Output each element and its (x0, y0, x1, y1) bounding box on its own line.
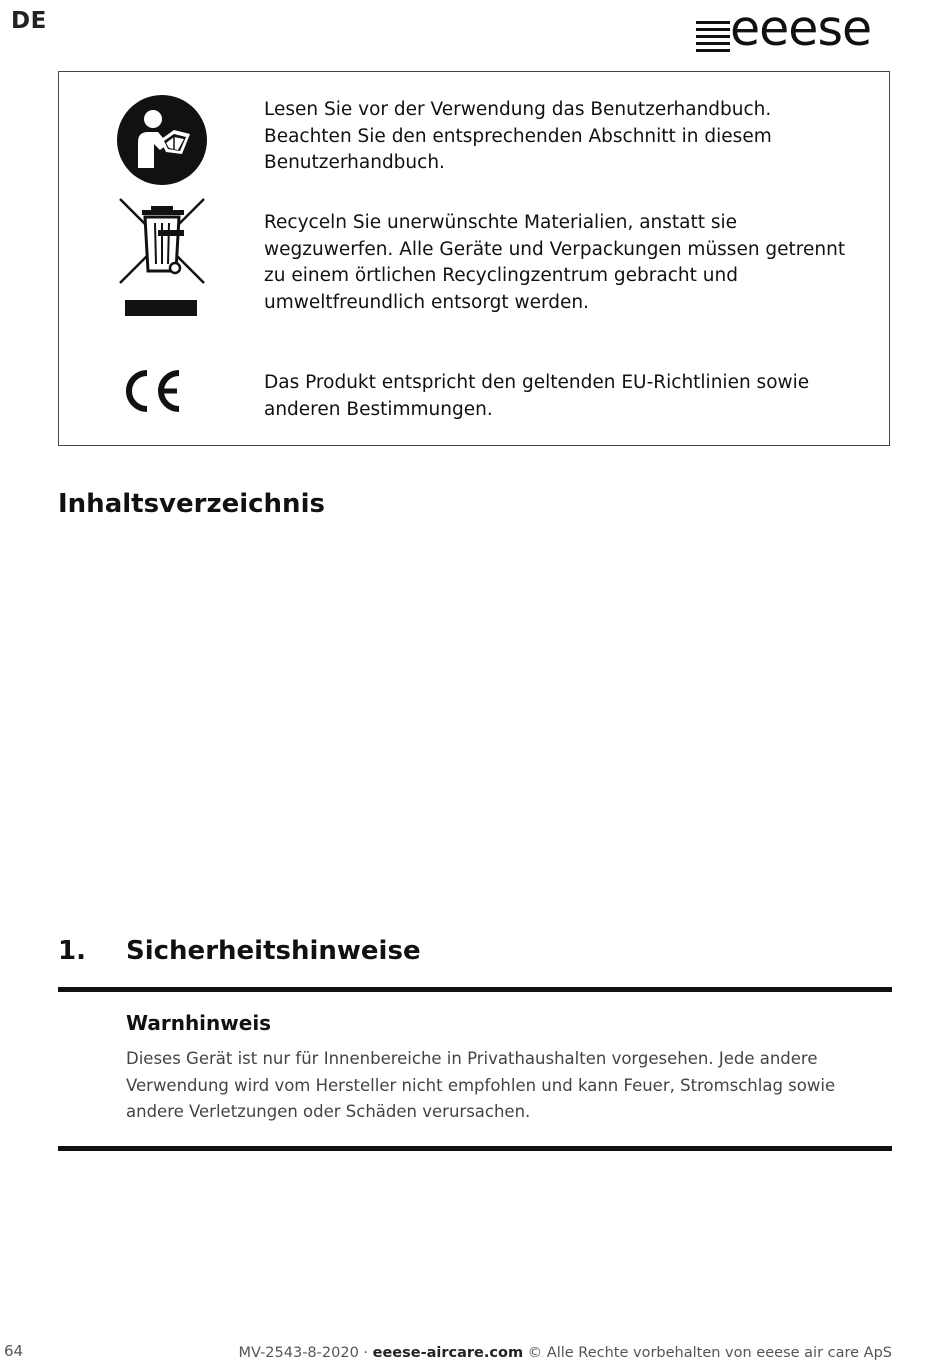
footer-website-link[interactable]: eeese-aircare.com (372, 1345, 524, 1361)
logo-wordmark: eeese (730, 0, 872, 57)
section-divider-bottom (58, 1146, 892, 1151)
brand-logo (696, 0, 896, 58)
section-divider-top (58, 987, 892, 992)
toc-heading: Inhaltsverzeichnis (58, 489, 325, 519)
footer-doc-id: MV-2543-8-2020 · (238, 1345, 373, 1361)
language-tag: DE (11, 8, 47, 34)
notice-text: Recyceln Sie unerwünschte Materialien, anstatt sie wegzuwerfen. Alle Geräte und Verpackungen müssen getrennt zu einem örtlichen Recyclingzentrum gebracht und umweltfreundlich entsorgt werden. (264, 212, 846, 313)
notice-text: Lesen Sie vor der Verwendung das Benutzerhandbuch. Beachten Sie den entsprechenden Abschnitt in diesem Benutzerhandbuch. (264, 99, 772, 173)
notice-text: Das Produkt entspricht den geltenden EU-Richtlinien sowie anderen Bestimmungen. (264, 372, 810, 420)
warning-title: Warnhinweis (126, 1011, 272, 1035)
footer-copyright (238, 1345, 892, 1361)
ce-mark-icon (123, 369, 183, 417)
logo-bars-icon (696, 18, 730, 54)
symbol-notice-box (58, 71, 890, 446)
read-manual-icon (116, 94, 208, 190)
footer-rights: © Alle Rechte vorbehalten von eeese air care ApS (523, 1345, 892, 1361)
section-title: Sicherheitshinweise (126, 936, 421, 966)
page-number: 64 (4, 1342, 24, 1360)
weee-crossed-bin-icon (117, 196, 209, 324)
section-number: 1. (58, 936, 86, 966)
warning-text: Dieses Gerät ist nur für Innenbereiche in Privathaushalten vorgesehen. Jede andere Verwendung wird vom Hersteller nicht empfohlen und kann Feuer, Stromschlag sowie andere Verletzungen oder Schäden verursachen. (126, 1049, 836, 1121)
